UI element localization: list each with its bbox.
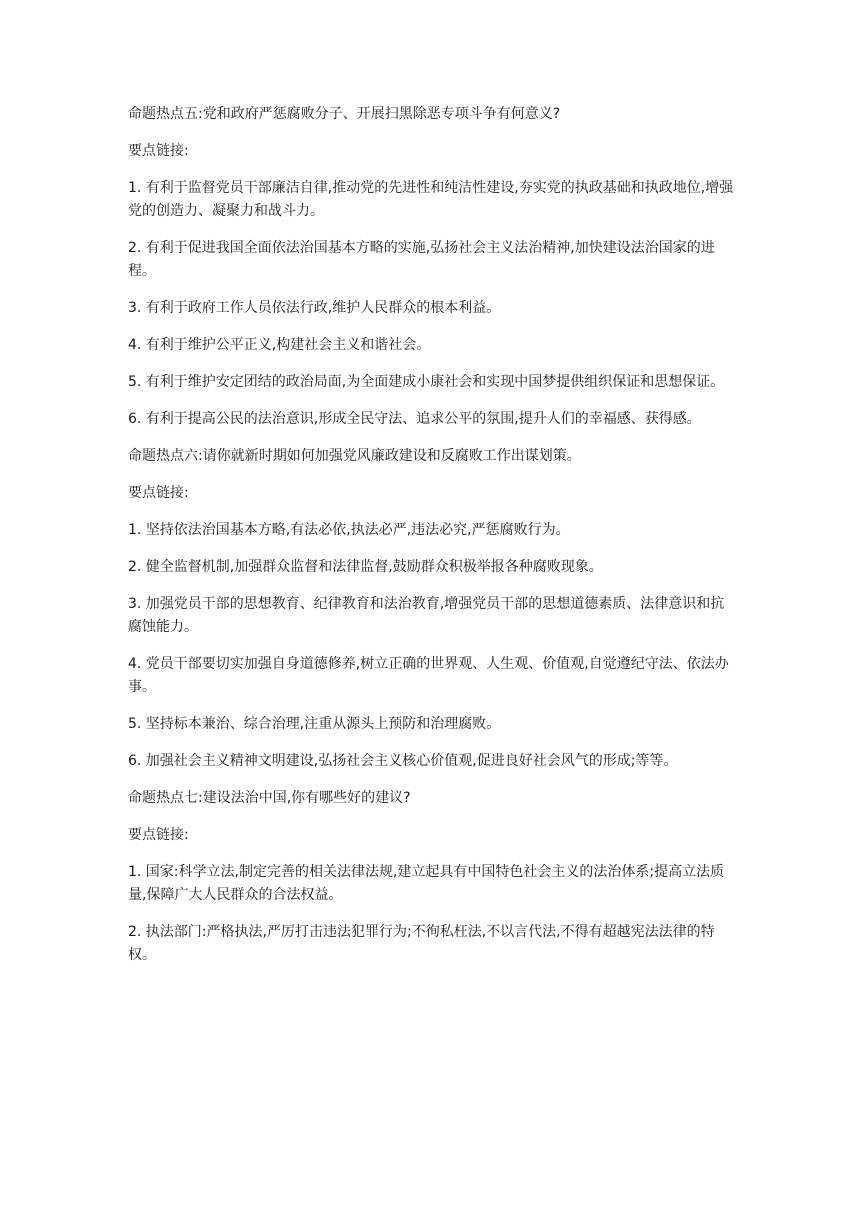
list-item: 4. 有利于维护公平正义,构建社会主义和谐社会。 (128, 337, 431, 353)
list-item: 6. 有利于提高公民的法治意识,形成全民守法、追求公平的氛围,提升人们的幸福感、获得感。 (128, 411, 701, 427)
document-body (128, 103, 734, 981)
list-item: 6. 加强社会主义精神文明建设,弘扬社会主义核心价值观,促进良好社会风气的形成;等等。 (128, 753, 678, 769)
hotspot-6-heading: 命题热点六:请你就新时期如何加强党风廉政建设和反腐败工作出谋划策。 (128, 448, 581, 464)
list-item: 3. 有利于政府工作人员依法行政,维护人民群众的根本利益。 (128, 300, 501, 316)
list-item: 2. 有利于促进我国全面依法治国基本方略的实施,弘扬社会主义法治精神,加快建设法治国家的进程。 (128, 240, 715, 279)
list-item: 5. 有利于维护安定团结的政治局面,为全面建成小康社会和实现中国梦提供组织保证和思想保证。 (128, 374, 725, 390)
list-item: 2. 健全监督机制,加强群众监督和法律监督,鼓励群众积极举报各种腐败现象。 (128, 559, 603, 575)
list-item: 1. 坚持依法治国基本方略,有法必依,执法必严,违法必究,严惩腐败行为。 (128, 522, 570, 538)
list-item: 2. 执法部门:严格执法,严厉打击违法犯罪行为;不徇私枉法,不以言代法,不得有超越宪法法律的特权。 (128, 924, 715, 963)
key-points-label: 要点链接: (128, 485, 189, 501)
list-item: 1. 国家:科学立法,制定完善的相关法律法规,建立起具有中国特色社会主义的法治体系;提高立法质量,保障广大人民群众的合法权益。 (128, 864, 725, 903)
list-item: 3. 加强党员干部的思想教育、纪律教育和法治教育,增强党员干部的思想道德素质、法律意识和抗腐蚀能力。 (128, 596, 725, 635)
list-item: 4. 党员干部要切实加强自身道德修养,树立正确的世界观、人生观、价值观,自觉遵纪守法、依法办事。 (128, 656, 729, 695)
list-item: 1. 有利于监督党员干部廉洁自律,推动党的先进性和纯洁性建设,夯实党的执政基础和执政地位,增强党的创造力、凝聚力和战斗力。 (128, 180, 734, 219)
list-item: 5. 坚持标本兼治、综合治理,注重从源头上预防和治理腐败。 (128, 716, 501, 732)
key-points-label: 要点链接: (128, 827, 189, 843)
hotspot-7-heading: 命题热点七:建设法治中国,你有哪些好的建议? (128, 790, 411, 806)
key-points-label: 要点链接: (128, 143, 189, 159)
hotspot-5-heading: 命题热点五:党和政府严惩腐败分子、开展扫黑除恶专项斗争有何意义? (128, 106, 561, 122)
